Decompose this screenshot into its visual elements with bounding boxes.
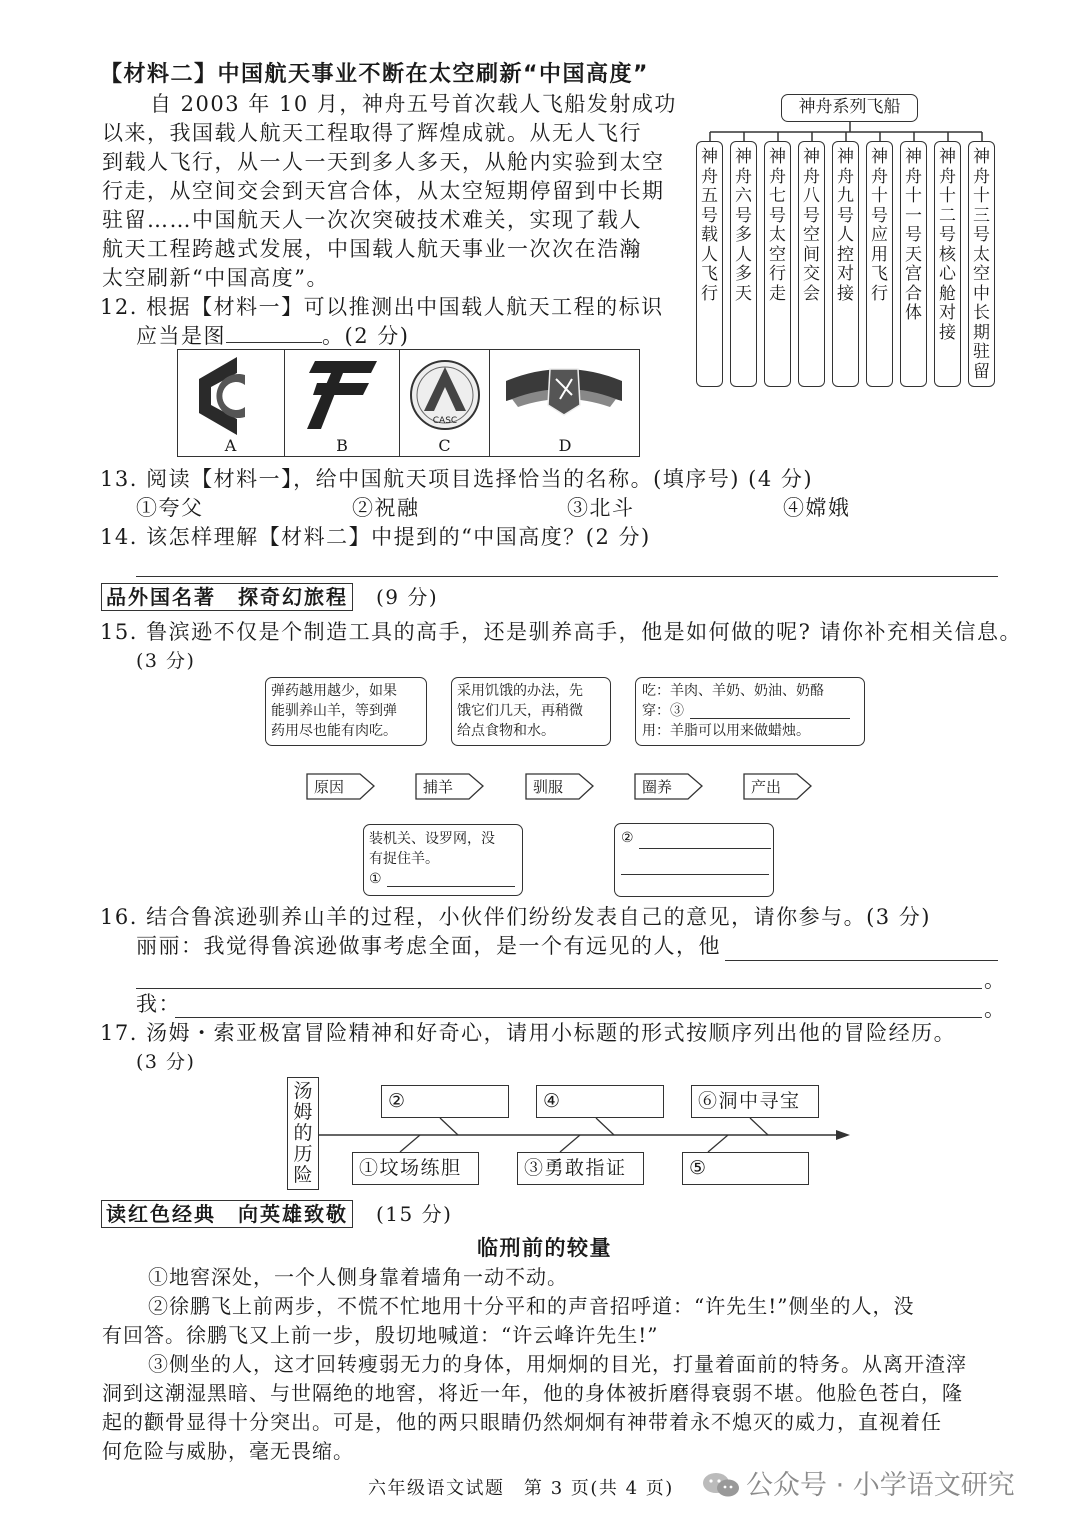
q15-score: (3 分) [136,650,196,672]
q16-lili: 丽丽：我觉得鲁滨逊做事考虑全面，是一个有远见的人，他 [136,934,721,958]
q17-step-1: ①坟场练胆 [352,1152,479,1185]
q15-box-catch: 装机关、设罗网，没 有捉住羊。 ① [363,824,523,896]
shenzhou-item-name: 神舟八号 [803,147,820,226]
q15-text: 15. 鲁滨逊不仅是个制造工具的高手，还是驯养高手，他是如何做的呢? 请你补充相关信息。 [100,620,1023,644]
shenzhou-item [968,141,995,387]
section1-title: 品外国名著 探奇幻旅程 [101,583,353,611]
shenzhou-item-event: 应用飞行 [871,225,888,304]
material2-line: 驻留……中国航天人一次次突破技术难关，实现了载人 [102,208,642,232]
shenzhou-item-name: 神舟九号 [837,147,854,226]
q17-score: (3 分) [136,1051,196,1073]
logo-a[interactable]: A [177,349,285,457]
shenzhou-title: 神舟系列飞船 [781,94,918,122]
step-output: 产出 [743,773,811,799]
q12-line2: 应当是图 。(2 分) [136,324,410,348]
shenzhou-item-name: 神舟十号 [871,147,888,226]
logo-c-text: CASC [432,416,458,426]
q15-blank-3[interactable] [690,701,850,719]
q16-lili-blank[interactable] [725,960,998,961]
story-title: 临刑前的较量 [477,1236,612,1260]
shenzhou-item-event: 太空中长期驻留 [973,244,990,382]
q16-text: 16. 结合鲁滨逊驯养山羊的过程，小伙伴们纷纷发表自己的意见，请你参与。(3 分) [100,905,931,929]
shenzhou-item [764,141,791,387]
q16-me-blank[interactable] [175,1017,982,1018]
q17-step-4[interactable]: ④ [536,1085,664,1118]
q17-label: 汤姆的历险 [287,1077,319,1190]
logo-c[interactable]: CASC C [400,349,490,457]
shenzhou-item [730,141,757,387]
q12-line1: 12. 根据【材料一】可以推测出中国载人航天工程的标识 [100,295,664,319]
shenzhou-item-event: 空间交会 [803,225,820,304]
logo-d-icon [490,349,638,439]
q17-step-6: ⑥洞中寻宝 [691,1085,819,1118]
q13-option: ①夸父 [136,496,204,520]
shenzhou-item [798,141,825,387]
story-line: ①地窖深处，一个人侧身靠着墙角一动不动。 [148,1265,568,1289]
q15-box-tame: 采用饥饿的办法，先 饿它们几天，再稍微 给点食物和水。 [451,677,611,746]
shenzhou-item-event: 核心舱对接 [939,244,956,343]
shenzhou-item [832,141,859,387]
story-line: 起的颧骨显得十分突出。可是，他的两只眼睛仍然炯炯有神带着永不熄灭的威力，直视着任 [102,1410,942,1434]
step-tame: 驯服 [525,773,593,799]
shenzhou-item-event: 太空行走 [769,225,786,304]
q16-period: 。 [984,968,1007,992]
logo-d[interactable]: D [490,349,640,457]
shenzhou-item-name: 神舟五号 [701,147,718,226]
q15-blank-2b[interactable] [621,854,769,875]
shenzhou-item [900,141,927,387]
story-line: ②徐鹏飞上前两步，不慌不忙地用十分平和的声音招呼道：“许先生!”侧坐的人，没 [148,1294,915,1318]
q13-text: 13. 阅读【材料一】，给中国航天项目选择恰当的名称。(填序号) (4 分) [100,467,814,491]
step-pen: 圈养 [634,773,702,799]
material2-line: 航天工程跨越式发展，中国载人航天事业一次次在浩瀚 [102,237,642,261]
q16-lili-blank-2[interactable] [136,988,982,989]
logo-b[interactable]: B [285,349,400,457]
footer-watermark: 公众号 · 小学语文研究 [746,1470,1015,1501]
q17-text: 17. 汤姆・索亚极富冒险精神和好奇心，请用小标题的形式按顺序列出他的冒险经历。 [100,1021,957,1045]
q16-period: 。 [984,997,1007,1021]
q14-answer-line[interactable] [136,576,998,577]
q16-me: 我： [136,992,181,1016]
shenzhou-item [696,141,723,387]
material2-line: 行走，从空间交会到天宫合体，从太空短期停留到中长期 [102,179,665,203]
story-line: 洞到这潮湿黑暗、与世隔绝的地窖，将近一年，他的身体被折磨得衰弱不堪。他脸色苍白，隆 [102,1381,963,1405]
shenzhou-item-event: 天宫合体 [905,244,922,323]
shenzhou-item-name: 神舟七号 [769,147,786,226]
q15-box-reason: 弹药越用越少，如果 能驯养山羊，等到弹 药用尽也能有肉吃。 [265,677,427,746]
material2-heading: 【材料二】中国航天事业不断在太空刷新“中国高度” [100,62,649,87]
q17-step-2[interactable]: ② [381,1085,509,1118]
q13-option: ②祝融 [352,496,420,520]
section1-score: (9 分) [376,585,439,609]
shenzhou-item-name: 神舟十二号 [939,147,956,245]
q17-step-5[interactable]: ⑤ [682,1152,809,1185]
q12-answer-blank[interactable] [226,322,322,343]
logo-c-icon [400,349,488,439]
material2-line: 以来，我国载人航天工程取得了辉煌成就。从无人飞行 [102,121,642,145]
story-line: 有回答。徐鹏飞又上前一步，殷切地喊道：“许云峰许先生!” [102,1323,659,1347]
shenzhou-item-name: 神舟十三号 [973,147,990,245]
step-catch: 捕羊 [415,773,483,799]
shenzhou-item-name: 神舟十一号 [905,147,922,245]
q15-box-pen: ② [614,823,774,897]
q14-text: 14. 该怎样理解【材料二】中提到的“中国高度？(2 分) [100,525,651,549]
q15-blank-2[interactable] [639,828,771,849]
q13-option: ③北斗 [567,496,635,520]
story-line: 何危险与威胁，毫无畏缩。 [102,1439,354,1463]
wechat-icon [700,1470,742,1500]
q17-step-3: ③勇敢指证 [517,1152,644,1185]
shenzhou-item-event: 人控对接 [837,225,854,304]
section2-title: 读红色经典 向英雄致敬 [101,1200,353,1228]
q15-box-output: 吃：羊肉、羊奶、奶油、奶酪 穿：③ 用：羊脂可以用来做蜡烛。 [635,677,865,746]
material2-line: 太空刷新“中国高度”。 [102,266,329,290]
shenzhou-item [866,141,893,387]
material2-line: 自 2003 年 10 月，神舟五号首次载人飞船发射成功 [150,92,677,116]
shenzhou-item-name: 神舟六号 [735,147,752,226]
step-reason: 原因 [306,773,374,799]
shenzhou-item-event: 多人多天 [735,225,752,304]
shenzhou-item [934,141,961,387]
logo-b-icon [285,349,397,439]
footer-page: 六年级语文试题 第 3 页(共 4 页) [368,1478,674,1499]
story-line: ③侧坐的人，这才回转瘦弱无力的身体，用炯炯的目光，打量着面前的特务。从离开渣滓 [148,1352,967,1376]
shenzhou-item-event: 载人飞行 [701,225,718,304]
q13-option: ④嫦娥 [783,496,851,520]
material2-line: 到载人飞行，从一人一天到多人多天，从舱内实验到太空 [102,150,665,174]
section2-score: (15 分) [376,1202,453,1226]
q15-blank-1[interactable] [387,869,515,887]
logo-a-icon [177,349,282,439]
